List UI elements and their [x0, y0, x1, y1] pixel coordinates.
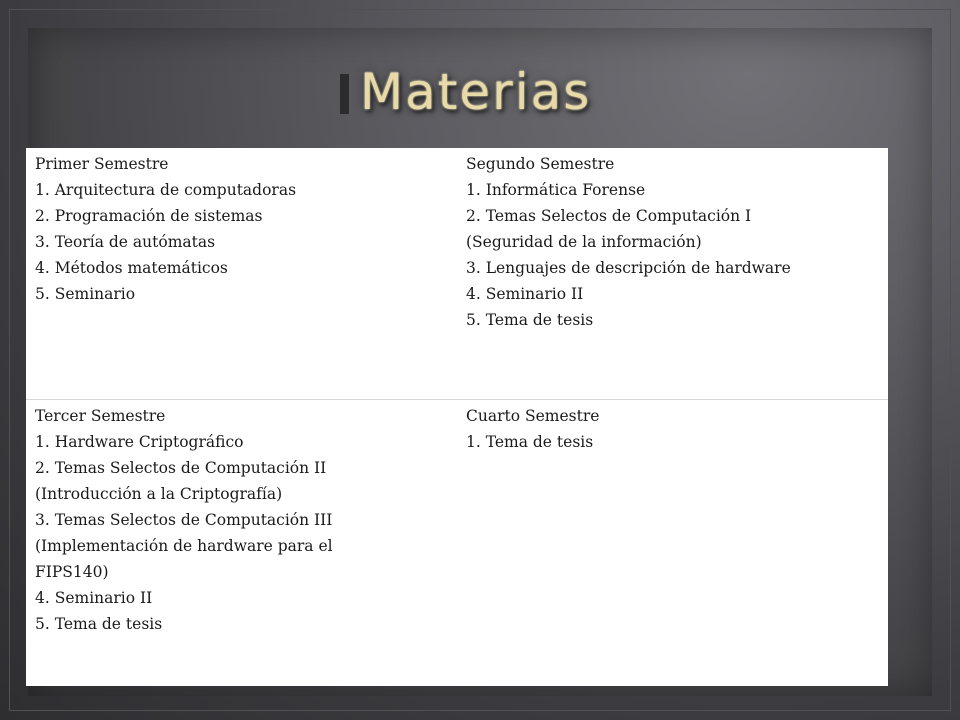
semester-cell-4	[458, 400, 888, 686]
subject-item: FIPS140)	[35, 563, 109, 581]
subject-item: 5. Tema de tesis	[35, 615, 163, 633]
subject-item: 5. Seminario	[35, 285, 136, 303]
subject-item: 4. Métodos matemáticos	[35, 259, 228, 277]
subjects-table	[26, 148, 888, 686]
subject-item: 4. Seminario II	[35, 589, 153, 607]
subject-item: 4. Seminario II	[466, 285, 584, 303]
subject-item: 2. Programación de sistemas	[35, 207, 263, 225]
semester-title: Primer Semestre	[35, 155, 169, 173]
semester-cell-3	[26, 400, 458, 686]
subject-item: 3. Temas Selectos de Computación III	[35, 511, 333, 529]
semester-title: Segundo Semestre	[466, 155, 615, 173]
subject-item: 2. Temas Selectos de Computación II	[35, 459, 327, 477]
subject-item: 1. Arquitectura de computadoras	[35, 181, 297, 199]
subject-item: 2. Temas Selectos de Computación I	[466, 207, 752, 225]
subject-item: 3. Lenguajes de descripción de hardware	[466, 259, 791, 277]
slide-title: Materias	[360, 63, 592, 121]
semester-title: Tercer Semestre	[35, 407, 166, 425]
subject-item: 1. Informática Forense	[466, 181, 646, 199]
subject-item: (Seguridad de la información)	[466, 233, 702, 251]
semester-title: Cuarto Semestre	[466, 407, 600, 425]
subject-item: 1. Tema de tesis	[466, 433, 594, 451]
subject-item: (Introducción a la Criptografía)	[35, 485, 283, 503]
semester-cell-2	[458, 148, 888, 400]
semester-cell-1	[26, 148, 458, 400]
subject-item: (Implementación de hardware para el	[35, 537, 333, 555]
title-accent-bar	[340, 74, 349, 114]
subject-item: 3. Teoría de autómatas	[35, 233, 216, 251]
subject-item: 5. Tema de tesis	[466, 311, 594, 329]
subject-item: 1. Hardware Criptográfico	[35, 433, 244, 451]
table-row-divider	[26, 399, 888, 400]
